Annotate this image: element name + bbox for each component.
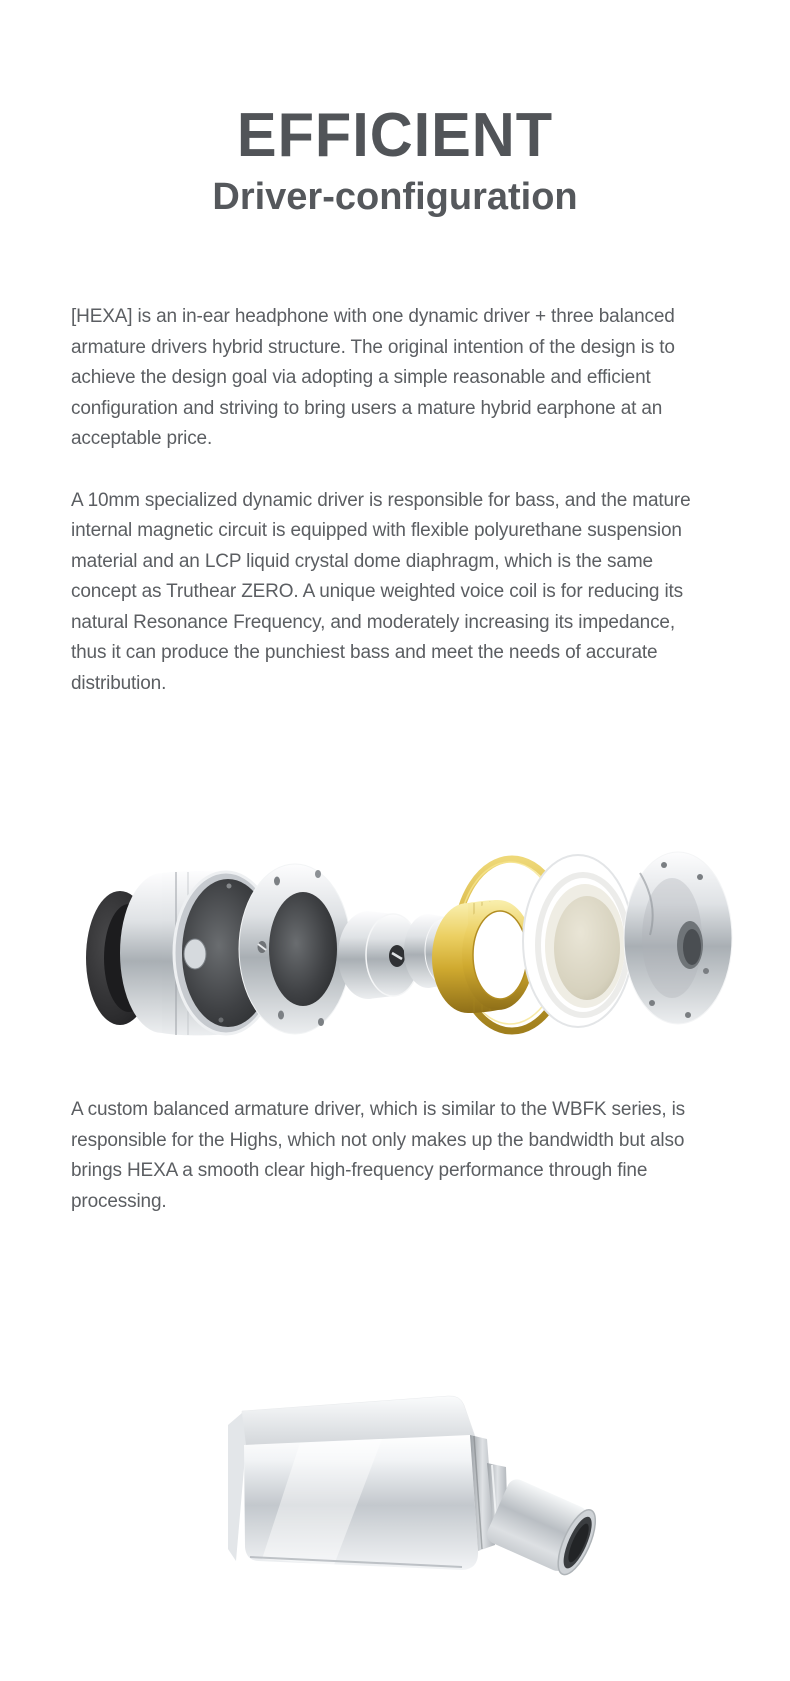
dynamic-driver-exploded-illustration	[0, 753, 790, 1053]
body-copy	[71, 302, 695, 699]
dynamic-driver-exploded-figure	[0, 753, 790, 1053]
balanced-armature-driver	[228, 1396, 603, 1580]
body-copy-2	[71, 1095, 695, 1217]
magnet-flange	[239, 864, 351, 1034]
paragraph-dynamic-driver: A 10mm specialized dynamic driver is responsible for bass, and the mature internal magnetic circuit is equipped with flexible polyurethane suspension material and an LCP liquid crystal dome diaphragm, which is the same concept as Truthear ZERO. A unique weighted voice coil is for reducing its natural Resonance Frequency, and moderately increasing its impedance, thus it can produce the punchiest bass and meet the needs of accurate distribution.	[71, 489, 691, 694]
paragraph-hexa-intro: [HEXA] is an in-ear headphone with one dynamic driver + three balanced armature drivers hybrid structure. The original intention of the design is to achieve the design goal via adopting a simple reasonable and efficient configuration and striving to bring users a mature hybrid earphone at an acceptable price.	[71, 306, 675, 449]
front-plate	[624, 852, 732, 1024]
section-header	[0, 0, 790, 220]
page-subtitle: Driver-configuration	[212, 176, 578, 218]
balanced-armature-figure	[0, 1293, 790, 1681]
balanced-armature-driver-illustration	[0, 1293, 790, 1681]
paragraph-balanced-armature: A custom balanced armature driver, which is similar to the WBFK series, is responsible for the Highs, which not only makes up the bandwidth but also brings HEXA a smooth clear high-frequency performance through fine processing.	[71, 1099, 686, 1212]
page-title: EFFICIENT	[236, 101, 554, 170]
diaphragm	[523, 855, 633, 1027]
ba-left-face	[228, 1413, 246, 1561]
